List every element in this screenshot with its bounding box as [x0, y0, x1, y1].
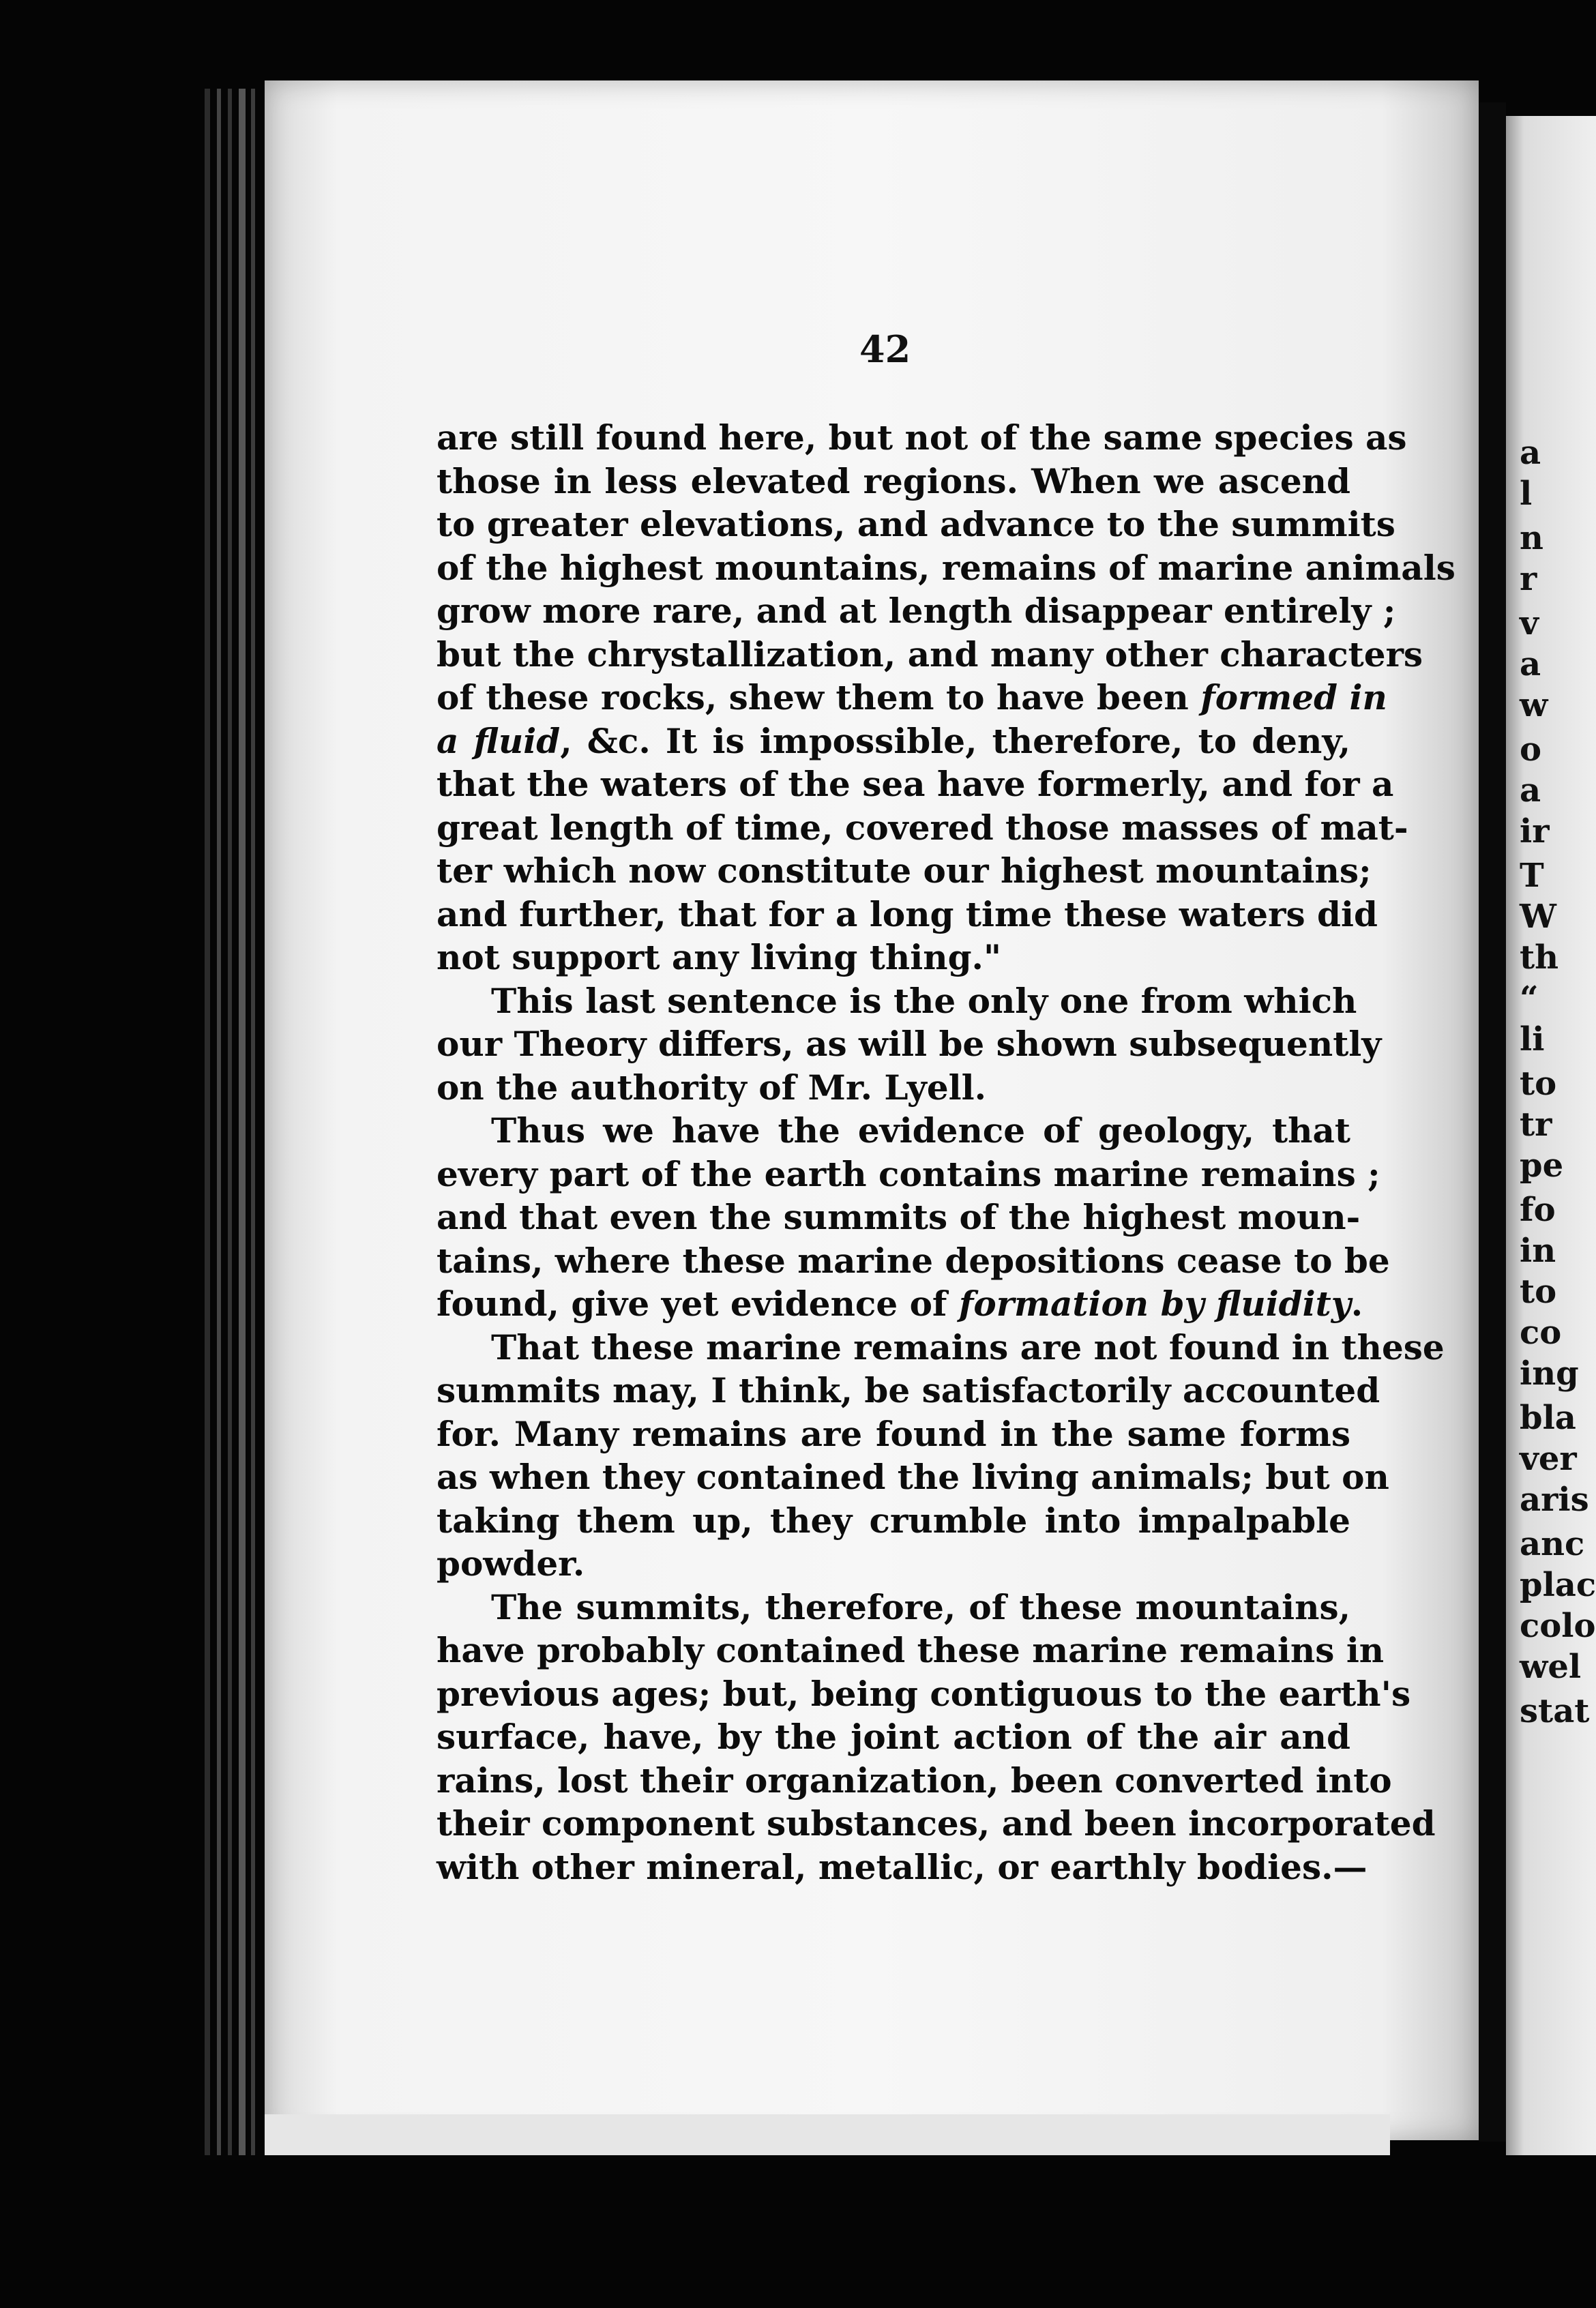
- italic-text: formed in: [1200, 677, 1387, 717]
- text-line: [437, 1282, 1363, 1326]
- text-line: [437, 503, 1395, 546]
- text-line: [437, 893, 1378, 936]
- text-line: [437, 416, 1407, 460]
- line-text: This last sentence is the only one from which: [491, 980, 1357, 1021]
- book-gutter: [1479, 102, 1506, 2142]
- body-text: [437, 416, 1455, 1889]
- line-text: that the waters of the sea have formerly, and for a: [437, 764, 1394, 804]
- text-line: [437, 1542, 1350, 1586]
- line-text: , &c. It is impossible, therefore, to deny,: [560, 720, 1350, 761]
- facing-page-text-fragment: o: [1520, 730, 1542, 769]
- text-line: [437, 1499, 1350, 1543]
- facing-page-text-fragment: colo: [1520, 1607, 1596, 1645]
- line-text: grow more rare, and at length disappear entirely ;: [437, 591, 1396, 631]
- text-line: [437, 1196, 1361, 1239]
- page-edge: [205, 89, 210, 2155]
- facing-page-text-fragment: a: [1520, 645, 1541, 683]
- facing-page-text-fragment: fo: [1520, 1191, 1556, 1229]
- line-text: tains, where these marine depositions cease to be: [437, 1240, 1390, 1281]
- facing-page-text-fragment: a: [1520, 434, 1541, 472]
- page-edge: [239, 89, 246, 2155]
- text-line: [437, 1239, 1390, 1283]
- text-line: [437, 806, 1408, 850]
- page-edge: [251, 89, 255, 2155]
- text-line: [437, 1455, 1389, 1499]
- line-tail: .: [1350, 1284, 1363, 1324]
- text-line: [437, 1802, 1436, 1846]
- line-text: our Theory differs, as will be shown subsequently: [437, 1024, 1382, 1064]
- facing-page-text-fragment: to: [1520, 1273, 1557, 1311]
- facing-page-text-fragment: th: [1520, 938, 1559, 977]
- facing-page-text-fragment: W: [1520, 898, 1556, 936]
- paragraph: [437, 979, 1382, 1110]
- line-text: but the chrystallization, and many other characters: [437, 634, 1423, 675]
- text-line: [437, 1369, 1380, 1412]
- facing-page-text-fragment: stat: [1520, 1692, 1590, 1730]
- facing-page-text-fragment: anc: [1520, 1525, 1585, 1563]
- facing-page-text-fragment: wel: [1520, 1648, 1582, 1686]
- text-line: [437, 763, 1394, 806]
- facing-page-text-fragment: tr: [1520, 1106, 1552, 1144]
- text-line: [437, 979, 1357, 1023]
- line-text: Thus we have the evidence of geology, that: [491, 1110, 1350, 1151]
- text-line: [437, 1629, 1385, 1672]
- line-text: The summits, therefore, of these mountains,: [491, 1586, 1350, 1627]
- facing-page-text-fragment: n: [1520, 519, 1543, 557]
- line-text: on the authority of Mr. Lyell.: [437, 1067, 987, 1108]
- paragraph: [437, 416, 1455, 979]
- line-text: are still found here, but not of the same species as: [437, 417, 1407, 458]
- text-line: [437, 1109, 1350, 1153]
- facing-page-text-fragment: ing: [1520, 1355, 1579, 1393]
- page-bottom-edge: [265, 2114, 1390, 2155]
- text-line: [437, 676, 1387, 720]
- line-text: have probably contained these marine remains in: [437, 1630, 1385, 1670]
- line-text: every part of the earth contains marine remains ;: [437, 1153, 1380, 1194]
- text-line: [437, 546, 1455, 590]
- line-text: powder.: [437, 1543, 585, 1584]
- facing-page-text-fragment: w: [1520, 686, 1548, 724]
- text-line: [437, 849, 1372, 893]
- line-text: rains, lost their organization, been converted into: [437, 1760, 1392, 1801]
- line-text: to greater elevations, and advance to the summits: [437, 504, 1395, 544]
- page-edge: [217, 89, 221, 2155]
- facing-page-text-fragment: aris: [1520, 1481, 1589, 1519]
- facing-page-text-fragment: to: [1520, 1065, 1557, 1103]
- facing-page-fragment: [1506, 116, 1596, 2155]
- paragraph: [437, 1326, 1445, 1586]
- facing-page-text-fragment: co: [1520, 1314, 1562, 1352]
- line-text: That these marine remains are not found in these: [491, 1327, 1445, 1367]
- text-line: [437, 1066, 1350, 1110]
- facing-page-text-fragment: a: [1520, 771, 1541, 810]
- line-text: ter which now constitute our highest mountains;: [437, 850, 1372, 891]
- facing-page-text-fragment: ver: [1520, 1440, 1577, 1478]
- facing-page-text-fragment: li: [1520, 1020, 1545, 1059]
- facing-page-text-fragment: ir: [1520, 812, 1550, 850]
- line-text: surface, have, by the joint action of the air and: [437, 1717, 1350, 1757]
- text-line: [437, 1412, 1350, 1456]
- text-line: [437, 1846, 1368, 1889]
- text-line: [437, 936, 1350, 979]
- line-text: not support any living thing.": [437, 937, 1002, 977]
- text-line: [437, 1672, 1411, 1716]
- line-text: taking them up, they crumble into impalpable: [437, 1500, 1350, 1541]
- text-line: [437, 1153, 1380, 1196]
- page-edge: [228, 89, 232, 2155]
- facing-page-text-fragment: bla: [1520, 1399, 1576, 1437]
- line-text: summits may, I think, be satisfactorily accounted: [437, 1370, 1380, 1410]
- line-text: their component substances, and been incorporated: [437, 1803, 1436, 1844]
- line-text: of these rocks, shew them to have been: [437, 677, 1201, 717]
- facing-page-text-fragment: in: [1520, 1232, 1556, 1270]
- facing-page-text-fragment: r: [1520, 560, 1537, 598]
- text-line: [437, 1715, 1350, 1759]
- page-number: 42: [859, 327, 911, 371]
- line-text: and that even the summits of the highest moun-: [437, 1197, 1361, 1237]
- text-line: [437, 1586, 1350, 1629]
- facing-page-text-fragment: l: [1520, 475, 1533, 513]
- text-line: [437, 1326, 1445, 1370]
- text-line: [437, 633, 1423, 677]
- paragraph: [437, 1109, 1390, 1326]
- facing-page-text-fragment: v: [1520, 604, 1539, 642]
- line-text: found, give yet evidence of: [437, 1284, 959, 1324]
- text-line: [437, 720, 1350, 763]
- line-text: as when they contained the living animals; but on: [437, 1457, 1389, 1497]
- line-text: of the highest mountains, remains of marine animals: [437, 547, 1455, 588]
- line-text: those in less elevated regions. When we ascend: [437, 460, 1350, 501]
- line-text: for. Many remains are found in the same forms: [437, 1413, 1350, 1454]
- line-text: and further, that for a long time these waters did: [437, 893, 1378, 934]
- text-line: [437, 1022, 1382, 1066]
- line-text: with other mineral, metallic, or earthly bodies.—: [437, 1846, 1368, 1887]
- facing-page-text-fragment: T: [1520, 857, 1544, 895]
- italic-text: a fluid: [437, 720, 561, 761]
- line-text: great length of time, covered those masses of mat-: [437, 807, 1408, 848]
- text-line: [437, 589, 1396, 633]
- facing-page-text-fragment: “: [1520, 979, 1539, 1018]
- paragraph: [437, 1586, 1436, 1889]
- facing-page-text-fragment: plac: [1520, 1566, 1596, 1604]
- facing-page-text-fragment: pe: [1520, 1146, 1564, 1185]
- text-line: [437, 460, 1350, 503]
- line-text: previous ages; but, being contiguous to the earth's: [437, 1673, 1411, 1714]
- text-line: [437, 1759, 1392, 1803]
- italic-text: formation by fluidity: [958, 1284, 1351, 1324]
